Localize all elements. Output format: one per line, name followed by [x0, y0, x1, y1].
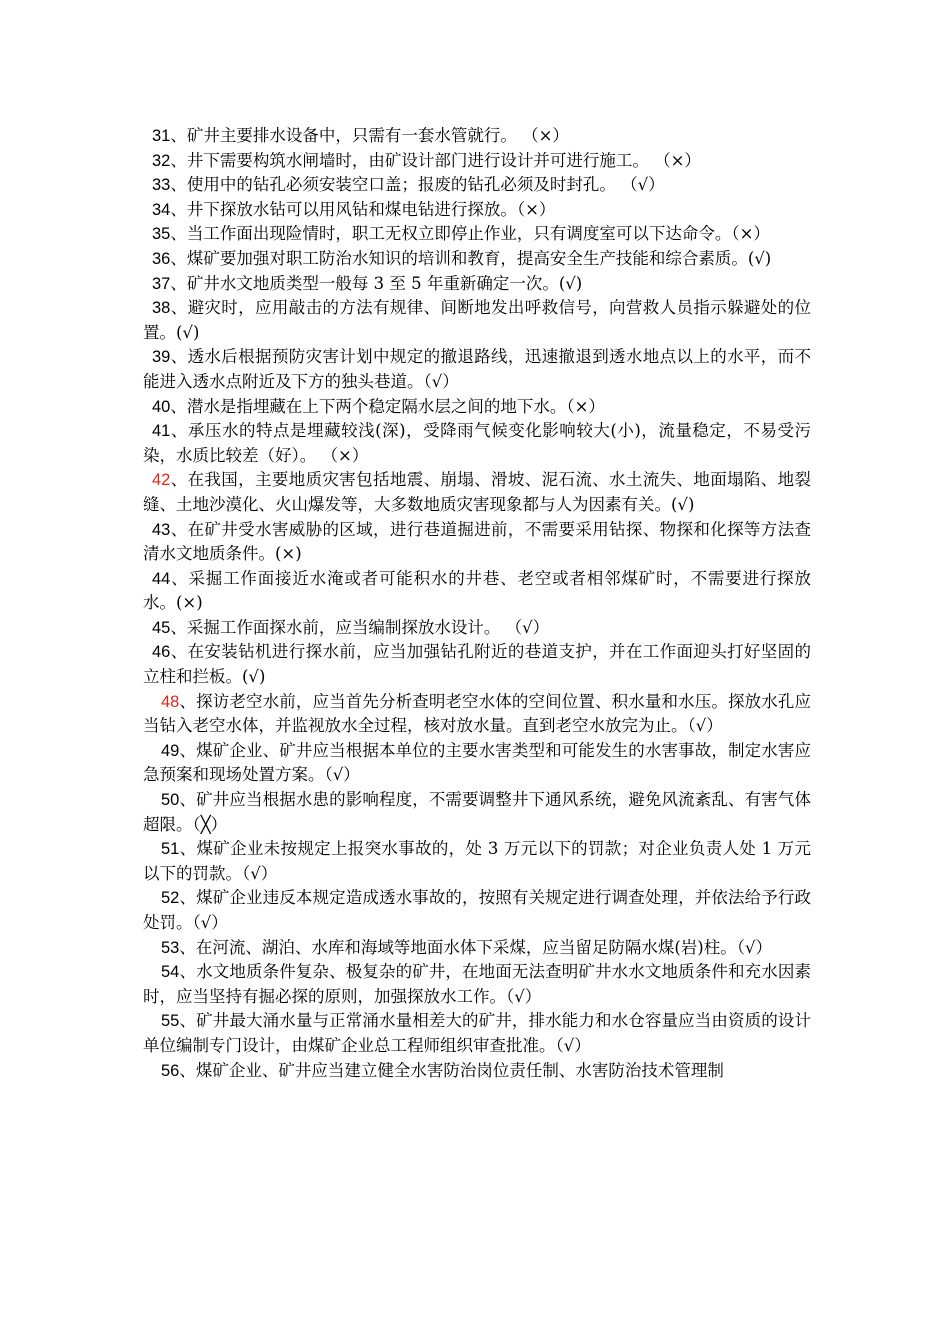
question-item [143, 1009, 811, 1058]
question-text: 、井下探放水钻可以用风钻和煤电钻进行探放。（×） [170, 199, 556, 219]
question-number: 39 [152, 348, 171, 367]
question-item [143, 616, 811, 641]
question-item [143, 690, 811, 739]
question-number: 45 [152, 618, 171, 637]
question-item [143, 468, 811, 517]
question-item [143, 345, 811, 394]
question-item [143, 886, 811, 935]
question-item [143, 640, 811, 689]
question-text: 、潜水是指埋藏在上下两个稳定隔水层之间的地下水。（×） [170, 396, 605, 416]
question-item [143, 567, 811, 616]
question-text: 、煤矿企业、矿井应当建立健全水害防治岗位责任制、水害防治技术管理制 [179, 1060, 724, 1080]
question-text: 、矿井主要排水设备中，只需有一套水管就行。 （×） [170, 126, 569, 145]
question-text: 、煤矿要加强对职工防治水知识的培训和教育，提高安全生产技能和综合素质。(√) [170, 248, 772, 268]
question-text: 、承压水的特点是埋藏较浅(深)，受降雨气候变化影响较大(小)，流量稳定，不易受污染，水质比较差（好）。 （×） [143, 421, 811, 465]
question-item [143, 788, 811, 837]
question-text: 、探访老空水前，应当首先分析查明老空水体的空间位置、积水量和水压。探放水孔应当钻入老空水体，并监视放水全过程，核对放水量。直到老空水放完为止。（√） [143, 691, 811, 736]
question-number: 49 [161, 741, 180, 760]
question-item [143, 419, 811, 468]
question-number: 48 [161, 692, 180, 711]
question-number: 40 [152, 397, 171, 416]
question-number: 35 [152, 225, 171, 244]
question-number: 43 [152, 520, 171, 539]
question-text: 、矿井水文地质类型一般每 3 至 5 年重新确定一次。(√) [170, 273, 583, 293]
question-number: 41 [152, 422, 171, 441]
question-number: 54 [161, 963, 180, 982]
question-item [143, 222, 811, 247]
question-number: 36 [152, 249, 171, 268]
question-number: 37 [152, 274, 171, 293]
question-item [143, 247, 811, 272]
question-number: 52 [161, 889, 180, 908]
question-item [143, 149, 811, 174]
question-text: 、井下需要构筑水闸墙时，由矿设计部门进行设计并可进行施工。 （×） [170, 150, 701, 170]
question-item [143, 124, 811, 149]
question-item [143, 296, 811, 345]
question-item [143, 198, 811, 223]
question-text: 、采掘工作面探水前，应当编制探放水设计。 （√） [170, 617, 550, 637]
question-text: 、当工作面出现险情时，职工无权立即停止作业，只有调度室可以下达命令。（×） [170, 224, 770, 244]
question-number: 32 [152, 151, 171, 170]
question-number: 46 [152, 643, 171, 662]
question-item [143, 272, 811, 297]
question-text: 、透水后根据预防灾害计划中规定的撤退路线，迅速撤退到透水地点以上的水平，而不能进入透水点附近及下方的独头巷道。（√） [143, 347, 811, 391]
question-item [143, 739, 811, 788]
question-number: 34 [152, 200, 171, 219]
question-number: 44 [152, 569, 171, 588]
question-number: 56 [161, 1061, 180, 1080]
question-number: 50 [161, 791, 180, 810]
question-number: 51 [161, 840, 180, 859]
question-item [143, 837, 811, 886]
question-number: 53 [161, 938, 180, 957]
question-item [143, 1059, 811, 1084]
question-text: 、在安装钻机进行探水前，应当加强钻孔附近的巷道支护，并在工作面迎头打好坚固的立柱和拦板。(√) [143, 642, 811, 687]
question-number: 33 [152, 176, 171, 195]
question-list [143, 124, 811, 1083]
question-text: 、煤矿企业未按规定上报突水事故的，处 3 万元以下的罚款；对企业负责人处 1 万元以下的罚款。（√） [143, 839, 811, 883]
question-text: 、使用中的钻孔必须安装空口盖；报废的钻孔必须及时封孔。 （√） [170, 175, 665, 195]
question-text: 、矿井应当根据水患的影响程度，不需要调整井下通风系统，避免风流紊乱、有害气体超限。（╳） [143, 790, 811, 834]
question-text: 、煤矿企业违反本规定造成透水事故的，按照有关规定进行调查处理，并依法给予行政处罚。（√） [143, 888, 811, 932]
question-item [143, 395, 811, 420]
question-number: 38 [152, 299, 171, 318]
question-item [143, 960, 811, 1009]
question-number: 42 [152, 471, 171, 490]
question-text: 、煤矿企业、矿井应当根据本单位的主要水害类型和可能发生的水害事故，制定水害应急预案和现场处置方案。（√） [143, 740, 811, 785]
question-text: 、在矿井受水害威胁的区域，进行巷道掘进前，不需要采用钻探、物探和化探等方法查清水文地质条件。(×) [143, 519, 811, 564]
question-text: 、在我国，主要地质灾害包括地震、崩塌、滑坡、泥石流、水土流失、地面塌陷、地裂缝、土地沙漠化、火山爆发等，大多数地质灾害现象都与人为因素有关。(√) [143, 470, 811, 514]
question-item [143, 518, 811, 567]
question-text: 、在河流、湖泊、水库和海域等地面水体下采煤，应当留足防隔水煤(岩)柱。（√） [179, 937, 772, 957]
question-text: 、水文地质条件复杂、极复杂的矿井，在地面无法查明矿井水水文地质条件和充水因素时，应当坚持有掘必探的原则，加强探放水工作。（√） [143, 962, 811, 1006]
question-item [143, 173, 811, 198]
question-item [143, 936, 811, 961]
question-number: 31 [152, 127, 171, 145]
question-text: 、采掘工作面接近水淹或者可能积水的井巷、老空或者相邻煤矿时，不需要进行探放水。(×) [143, 568, 811, 613]
question-number: 55 [161, 1012, 180, 1031]
question-text: 、避灾时，应用敲击的方法有规律、间断地发出呼救信号，向营救人员指示躲避处的位置。(√) [143, 298, 811, 342]
question-text: 、矿井最大涌水量与正常涌水量相差大的矿井，排水能力和水仓容量应当由资质的设计单位编制专门设计，由煤矿企业总工程师组织审查批准。（√） [143, 1011, 811, 1055]
